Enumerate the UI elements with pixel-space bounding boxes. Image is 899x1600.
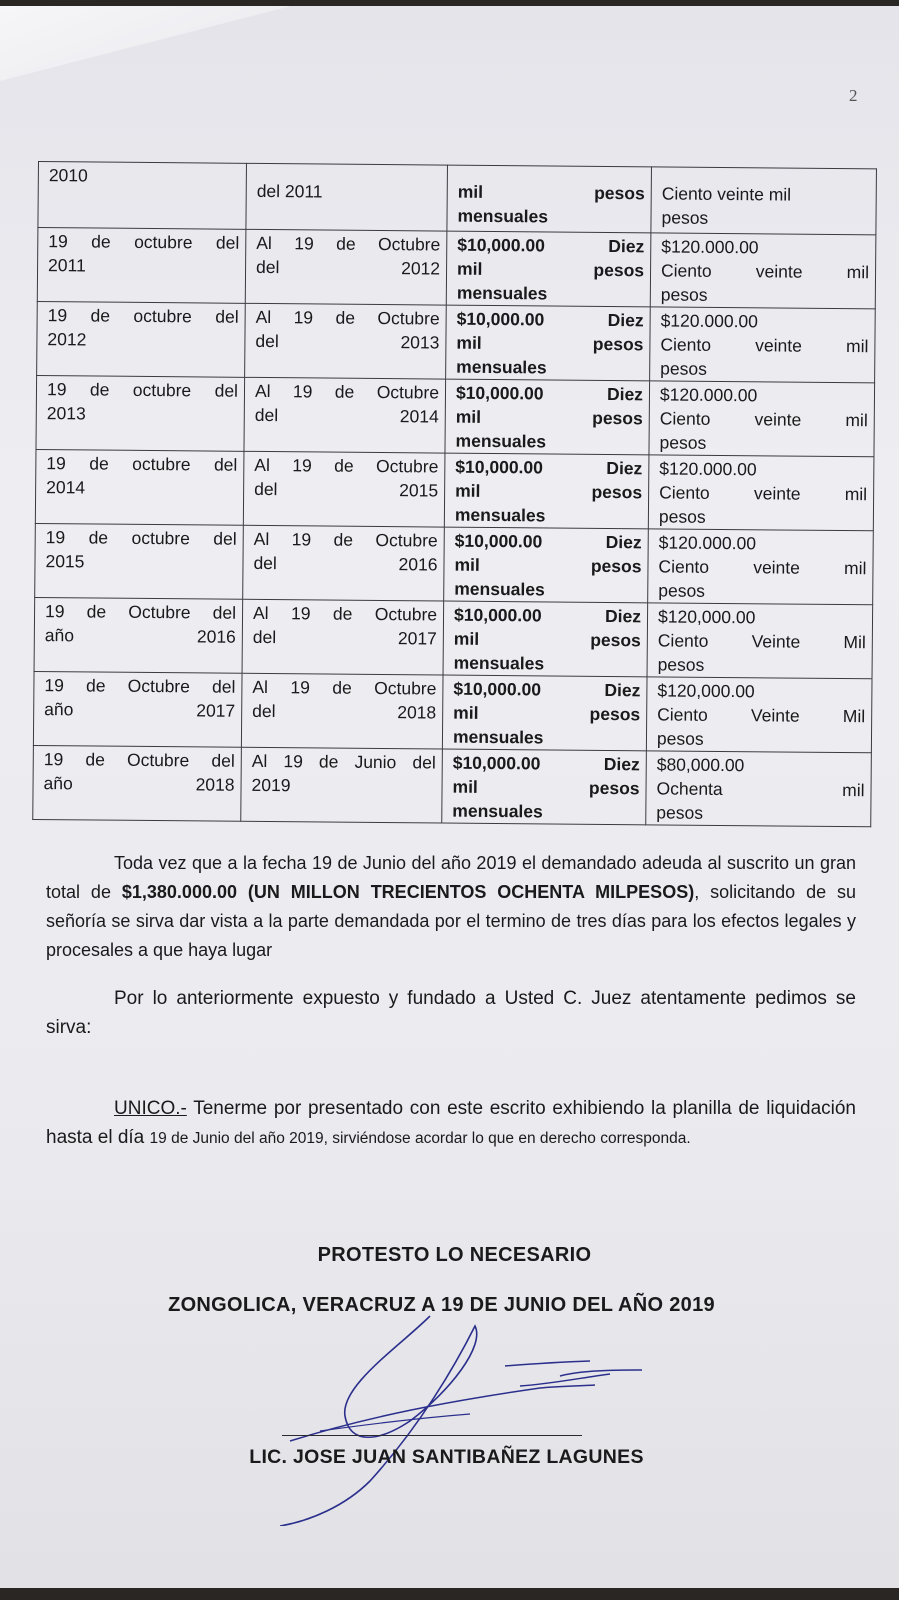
paragraph-unico [46,1094,856,1153]
cell-line: pesos [658,580,706,601]
cell-line: Ochenta mil [656,778,865,801]
table-row [35,449,874,530]
cell-line: Ciento veinte mil [660,334,869,357]
cell-line: mensuales [456,356,547,378]
cell-line: Ciento veinte mil [661,183,792,205]
para1-amount: $1,380.000.00 (UN MILLON TRECIENTOS OCHENTA MILPESOS) [121,882,695,902]
cell-line: mensuales [457,205,549,227]
cell-line: 2015 [45,551,85,572]
cell-line: pesos [657,654,705,675]
cell-line: mensuales [452,726,544,748]
cell-line: 19 de octubre del [46,379,239,401]
cell-line: mensuales [452,800,543,822]
para3-text-small: 19 de Junio del año 2019, sirviéndose acordar lo que en derecho corresponda. [149,1130,691,1147]
cell-line: 19 de octubre del [48,231,240,253]
table-cell-c3 [442,749,647,825]
table-cell-c3 [442,675,647,751]
table-cell-c4 [646,677,872,753]
table-cell-c2 [243,525,445,601]
cell-line: del 2015 [254,478,439,501]
cell-line: $10,000.00 Diez [454,530,642,553]
table-cell-c1 [37,228,246,304]
table-cell-c2 [243,451,445,527]
cell-line: 2019 [251,774,291,796]
cell-line: $10,000.00 Diez [452,752,640,775]
cell-line: Al 19 de Octubre [254,454,439,477]
table-row [37,228,876,309]
cell-line: $120.000.00 [659,458,757,480]
paragraph-total-debt [46,849,856,965]
table-cell-c1 [33,671,242,747]
table-cell-c4 [651,167,877,235]
cell-line: $120,000.00 [657,606,756,628]
table-cell-c2 [245,303,447,379]
cell-line: Al 19 de Octubre [256,232,441,255]
cell-line: del 2016 [253,552,438,575]
cell-line: mensuales [455,430,547,452]
cell-line: año 2016 [44,625,236,647]
cell-line: mensuales [456,282,548,304]
cell-line: Ciento veinte mil [659,408,868,431]
cell-line: 19 de Octubre del [44,675,236,697]
cell-line: mil pesos [455,480,643,503]
table-row [33,745,872,826]
cell-line: pesos [656,728,704,749]
cell-line: pesos [656,802,704,823]
cell-line: pesos [658,506,706,527]
cell-line: Ciento veinte mil [659,482,868,505]
cell-line: 2011 [48,255,86,276]
table-cell-c3 [443,601,648,677]
handwritten-signature [250,1306,670,1526]
cell-line: Al 19 de Octubre [254,380,440,403]
cell-line: mensuales [453,652,545,674]
cell-line: 19 de octubre del [47,305,239,327]
table-cell-c3 [445,379,650,455]
cell-line: 19 de octubre del [46,453,238,475]
para2-text: Por lo anteriormente expuesto y fundado a Usted C. Juez atentamente pedimos se sirva: [46,988,856,1038]
table-cell-c1 [37,301,246,377]
signature-line [282,1435,582,1436]
cell-line: mil pesos [455,406,643,429]
table-cell-c1 [36,375,245,451]
cell-line: pesos [659,432,707,453]
cell-line: $10,000.00 Diez [453,678,641,701]
para1-text-b: , solicitando de su señoría se sirva dar vista a la parte demandada por el termino de tres días para los efectos legales y procesales a que haya lugar [46,882,857,960]
para1-text-a: Toda vez que a la fecha 19 de Junio del año 2019 el demandado adeuda al suscrito un gran total de [46,853,856,902]
cell-line: pesos [660,358,708,379]
cell-line: 19 de Octubre del [44,601,237,623]
table-cell-c4 [648,529,874,605]
cell-line: pesos [661,207,709,228]
paragraph-request [46,984,856,1042]
cell-line: Al 19 de Octubre [255,306,440,329]
cell-line: del 2018 [252,700,437,723]
table-row [33,671,872,752]
table-cell-c3 [447,165,652,233]
cell-line: $120.000.00 [658,532,757,554]
table-cell-c2 [244,377,446,453]
liquidation-table [32,161,877,827]
cell-line: Ciento veinte mil [658,556,867,579]
cell-line: año 2017 [44,699,236,721]
table-cell-c1 [34,597,243,673]
table-cell-c3 [446,305,651,381]
table-cell-c1 [35,449,244,525]
cell-line: Al 19 de Octubre [252,602,438,625]
cell-line: Al 19 de Octubre [252,676,437,699]
table-cell-c3 [446,231,651,307]
page-number: 2 [849,86,858,105]
cell-line: del 2012 [255,256,441,279]
cell-line: pesos [660,284,708,305]
place-date-line: ZONGOLICA, VERACRUZ A 19 DE JUNIO DEL AÑO 2019 [168,1294,715,1316]
document-page [0,6,899,1588]
cell-line: mil pesos [452,776,640,799]
cell-line: mensuales [454,504,546,526]
cell-line: Ciento Veinte Mil [657,704,866,727]
folded-corner [0,6,291,81]
cell-line: $120.000.00 [660,310,759,332]
cell-line: año 2018 [43,773,235,795]
cell-line: 19 de octubre del [45,527,237,549]
cell-line: del 2011 [256,180,323,202]
cell-line: Ciento Veinte Mil [657,630,866,653]
table-cell-c2 [245,229,447,305]
cell-line: $120.000.00 [661,236,759,258]
table-row [35,523,874,604]
cell-line: mil pesos [453,628,641,651]
cell-line: 2014 [46,477,86,498]
cell-line: $10,000.00 Diez [455,382,644,405]
table-cell-c3 [444,453,649,529]
cell-line: del 2014 [254,404,439,427]
table-cell-c4 [650,233,876,309]
cell-line: $120.000.00 [659,384,758,406]
cell-line: $10,000.00 Diez [455,456,643,479]
protest-line: PROTESTO LO NECESARIO [317,1244,592,1266]
cell-line: Ciento veinte mil [660,260,870,283]
table-cell-c4 [646,751,872,827]
cell-line: $10,000.00 Diez [456,308,644,331]
cell-line: mensuales [454,578,545,600]
cell-line: del 2013 [255,330,440,353]
table-cell-c4 [650,307,876,383]
cell-line: $10,000.00 Diez [453,604,642,627]
cell-line: 19 de Octubre del [43,749,235,771]
cell-line: del 2017 [252,626,437,649]
table-cell-c2 [246,163,448,231]
table-cell-c1 [33,745,242,821]
table-row [36,375,875,456]
cell-line: mil pesos [454,554,642,577]
cell-line: 2010 [48,165,88,186]
table-cell-c4 [649,381,875,457]
table-row [38,162,877,235]
table-row [37,301,876,382]
unico-label: UNICO.- [114,1098,187,1119]
cell-line: 2012 [47,329,87,350]
para3-text-a: Tenerme por presentado con este escrito exhibiendo la planilla de liquidación hasta el día [46,1098,856,1148]
table-cell-c2 [241,747,443,823]
table-cell-c1 [38,162,247,230]
cell-line: mil pesos [453,702,641,725]
cell-line: $80,000.00 [656,754,745,776]
table-cell-c1 [35,523,244,599]
cell-line: Al 19 de Octubre [253,528,438,551]
table-cell-c2 [242,599,444,675]
cell-line: Al 19 de Junio del [251,750,436,773]
cell-line: mil pesos [456,332,644,355]
table-cell-c4 [648,455,874,531]
signer-name: LIC. JOSE JUAN SANTIBAÑEZ LAGUNES [249,1446,644,1468]
table-cell-c3 [444,527,649,603]
cell-line: $120,000.00 [657,680,755,702]
cell-line: mil pesos [456,258,645,281]
cell-line: 2013 [46,403,86,424]
table-cell-c2 [241,673,443,749]
cell-line: mil pesos [457,181,645,204]
table-cell-c4 [647,603,873,679]
cell-line: $10,000.00 Diez [457,234,645,257]
table-row [34,597,873,678]
